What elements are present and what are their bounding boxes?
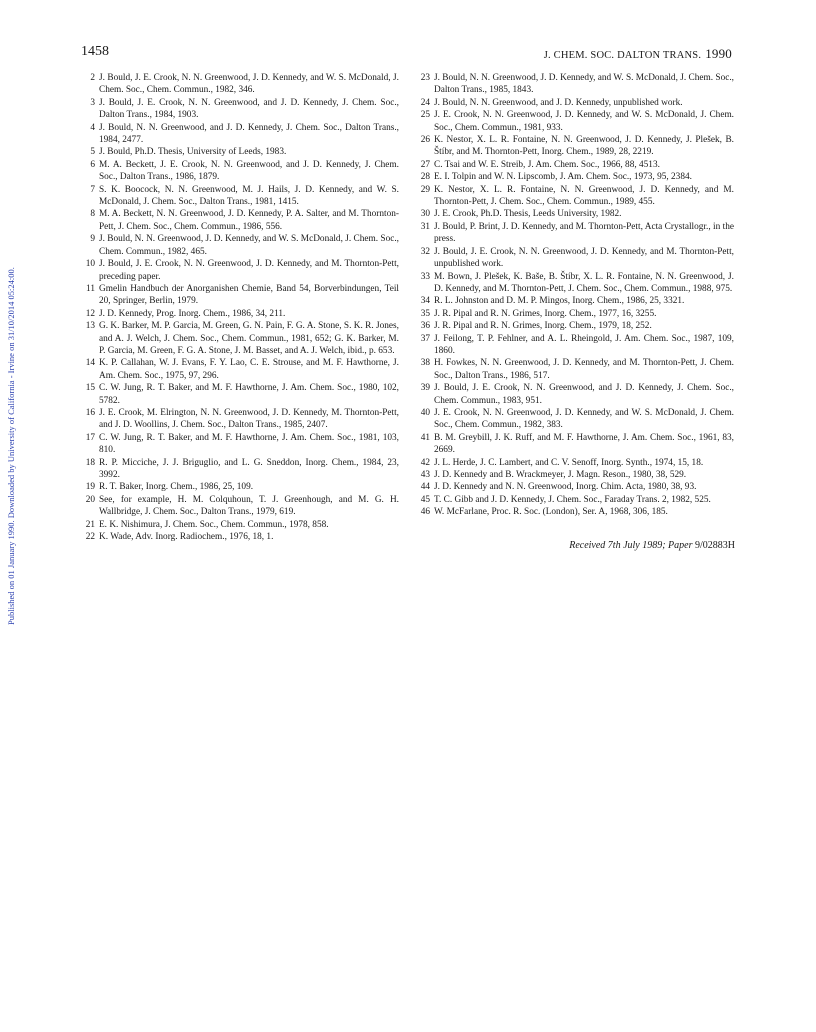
reference-number: 10 — [85, 259, 95, 270]
reference-entry — [81, 494, 399, 519]
reference-number: 2 — [90, 73, 95, 83]
reference-text: B. M. Greybill, J. K. Ruff, and M. F. Hawthorne, J. Am. Chem. Soc., 1961, 83, 2669. — [434, 432, 734, 456]
reference-text: K. P. Callahan, W. J. Evans, F. Y. Lao, C. E. Strouse, and M. F. Hawthorne, J. Am. Chem. Soc., 1975, 97, 296. — [99, 358, 399, 381]
reference-text: J. R. Pipal and R. N. Grimes, Inorg. Chem., 1979, 18, 252. — [434, 321, 652, 332]
reference-number: 15 — [85, 383, 95, 394]
reference-number: 8 — [90, 209, 95, 220]
reference-entry — [416, 407, 734, 432]
reference-text: J. D. Kennedy, Prog. Inorg. Chem., 1986, 34, 211. — [99, 308, 286, 319]
reference-entry — [81, 283, 399, 308]
reference-entry — [416, 308, 734, 320]
reference-entry — [416, 134, 734, 159]
reference-number: 25 — [420, 110, 430, 121]
reference-text: See, for example, H. M. Colquhoun, T. J. Greenhough, and M. G. H. Wallbridge, J. Chem. Soc., Dalton Trans., 1979, 619. — [99, 494, 399, 518]
reference-number: 4 — [90, 122, 95, 133]
reference-entry — [81, 146, 399, 158]
reference-entry — [81, 308, 399, 320]
reference-text: J. Bould, N. N. Greenwood, J. D. Kennedy, and W. S. McDonald, J. Chem. Soc., Dalton Trans., 1985, 1843. — [434, 73, 734, 96]
received-text: Received 7th July 1989; Paper — [569, 540, 693, 551]
reference-entry — [416, 333, 734, 358]
reference-number: 23 — [420, 73, 430, 83]
reference-text: J. Bould, N. N. Greenwood, J. D. Kennedy, and W. S. McDonald, J. Chem. Soc., Chem. Commun., 1982, 465. — [99, 234, 399, 257]
received-line — [569, 540, 735, 551]
journal-year: 1990 — [705, 46, 732, 61]
reference-number: 41 — [420, 432, 430, 443]
reference-entry — [416, 457, 734, 469]
reference-number: 38 — [420, 358, 430, 369]
reference-text: J. Bould, Ph.D. Thesis, University of Leeds, 1983. — [99, 147, 287, 158]
reference-number: 30 — [420, 209, 430, 220]
reference-text: K. Nestor, X. L. R. Fontaine, N. N. Greenwood, J. D. Kennedy, J. Plešek, B. Štíbr, and M. Thornton-Pett, Inorg. Chem., 1989, 28, 2219. — [434, 135, 734, 158]
reference-entry — [81, 407, 399, 432]
reference-number: 29 — [420, 184, 430, 195]
reference-text: R. T. Baker, Inorg. Chem., 1986, 25, 109. — [99, 482, 254, 493]
reference-text: M. A. Beckett, N. N. Greenwood, J. D. Kennedy, P. A. Salter, and M. Thornton-Pett, J. Chem. Soc., Chem. Commun., 1986, 556. — [99, 209, 399, 232]
reference-number: 35 — [420, 308, 430, 319]
reference-number: 32 — [420, 246, 430, 257]
reference-number: 18 — [85, 457, 95, 468]
reference-number: 13 — [85, 321, 95, 332]
reference-entry — [416, 72, 734, 97]
paper-code: 9/02883H — [695, 540, 735, 551]
reference-number: 45 — [420, 494, 430, 505]
reference-text: J. D. Kennedy and B. Wrackmeyer, J. Magn. Reson., 1980, 38, 529. — [434, 470, 687, 480]
reference-text: J. E. Crook, Ph.D. Thesis, Leeds University, 1982. — [434, 209, 622, 220]
reference-number: 16 — [85, 407, 95, 418]
reference-number: 17 — [85, 432, 95, 443]
reference-text: S. K. Boocock, N. N. Greenwood, M. J. Hails, J. D. Kennedy, and W. S. McDonald, J. Chem. Soc., Dalton Trans., 1981, 1415. — [99, 184, 399, 208]
reference-entry — [81, 481, 399, 493]
reference-entry — [81, 357, 399, 382]
reference-entry — [81, 97, 399, 122]
reference-text: W. McFarlane, Proc. R. Soc. (London), Ser. A, 1968, 306, 185. — [434, 507, 668, 518]
reference-text: C. Tsai and W. E. Streib, J. Am. Chem. Soc., 1966, 88, 4513. — [434, 159, 660, 170]
reference-text: J. Bould, J. E. Crook, N. N. Greenwood, and J. D. Kennedy, J. Chem. Soc., Chem. Commun., 1983, 951. — [434, 383, 734, 406]
reference-entry — [81, 382, 399, 407]
reference-entry — [416, 506, 734, 518]
reference-number: 28 — [420, 172, 430, 183]
reference-entry — [81, 519, 399, 531]
reference-entry — [416, 494, 734, 506]
reference-entry — [416, 184, 734, 209]
reference-text: K. Wade, Adv. Inorg. Radiochem., 1976, 18, 1. — [99, 532, 274, 543]
reference-text: J. D. Kennedy and N. N. Greenwood, Inorg. Chim. Acta, 1980, 38, 93. — [434, 482, 697, 493]
reference-text: E. K. Nishimura, J. Chem. Soc., Chem. Commun., 1978, 858. — [99, 519, 329, 530]
reference-entry — [416, 481, 734, 493]
reference-text: C. W. Jung, R. T. Baker, and M. F. Hawthorne, J. Am. Chem. Soc., 1980, 102, 5782. — [99, 383, 399, 406]
reference-text: J. Bould, J. E. Crook, N. N. Greenwood, and J. D. Kennedy, J. Chem. Soc., Dalton Trans., 1984, 1903. — [99, 97, 399, 121]
reference-entry — [81, 184, 399, 209]
reference-text: K. Nestor, X. L. R. Fontaine, N. N. Greenwood, J. D. Kennedy, and M. Thornton-Pett, J. Chem. Soc., Chem. Commun., 1989, 455. — [434, 184, 734, 208]
reference-number: 5 — [90, 147, 95, 158]
reference-number: 14 — [85, 358, 95, 369]
reference-entry — [416, 109, 734, 134]
page-number: 1458 — [81, 44, 109, 59]
reference-text: T. C. Gibb and J. D. Kennedy, J. Chem. Soc., Faraday Trans. 2, 1982, 525. — [434, 494, 711, 505]
reference-entry — [81, 258, 399, 283]
reference-text: M. Bown, J. Plešek, K. Baše, B. Štíbr, X. L. R. Fontaine, N. N. Greenwood, J. D. Kennedy, and M. Thornton-Pett, J. Chem. Soc., Chem. Commun., 1988, 975. — [434, 271, 734, 294]
reference-text: J. E. Crook, M. Elrington, N. N. Greenwood, J. D. Kennedy, M. Thornton-Pett, and J. D. Woollins, J. Chem. Soc., Dalton Trans., 1985, 2407. — [99, 407, 399, 431]
reference-text: J. Bould, J. E. Crook, N. N. Greenwood, J. D. Kennedy, and W. S. McDonald, J. Chem. Soc., Chem. Commun., 1982, 346. — [99, 73, 399, 96]
reference-number: 40 — [420, 407, 430, 418]
reference-number: 9 — [90, 234, 95, 245]
reference-entry — [416, 382, 734, 407]
reference-entry — [81, 432, 399, 457]
reference-text: J. Bould, P. Brint, J. D. Kennedy, and M. Thornton-Pett, Acta Crystallogr., in the press. — [434, 221, 734, 245]
reference-number: 12 — [85, 308, 95, 319]
reference-number: 42 — [420, 457, 430, 468]
reference-text: H. Fowkes, N. N. Greenwood, J. D. Kennedy, and M. Thornton-Pett, J. Chem. Soc., Dalton Trans., 1986, 517. — [434, 358, 734, 381]
reference-number: 37 — [420, 333, 430, 344]
reference-text: R. L. Johnston and D. M. P. Mingos, Inorg. Chem., 1986, 25, 3321. — [434, 296, 685, 307]
reference-text: G. K. Barker, M. P. Garcia, M. Green, G. N. Pain, F. G. A. Stone, S. K. R. Jones, and A. J. Welch, J. Chem. Soc., Chem. Commun., 1981, 652; G. K. Barker, M. P. Garcia, M. Green, F. G. A. Stone, J. M. Basset, and A. J. Welch, ibid., p. 653. — [99, 321, 399, 356]
reference-entry — [81, 531, 399, 543]
reference-text: J. Bould, N. N. Greenwood, and J. D. Kennedy, unpublished work. — [434, 97, 683, 108]
download-notice[interactable]: Published on 01 January 1990. Downloaded by University of California - Irvine on 31/10/2014 05:24:00. — [6, 267, 16, 625]
reference-entry — [81, 159, 399, 184]
reference-text: J. L. Herde, J. C. Lambert, and C. V. Senoff, Inorg. Synth., 1974, 15, 18. — [434, 457, 704, 468]
reference-entry — [416, 295, 734, 307]
reference-entry — [81, 72, 399, 97]
reference-number: 24 — [420, 97, 430, 108]
reference-entry — [81, 208, 399, 233]
reference-entry — [81, 122, 399, 147]
reference-number: 27 — [420, 159, 430, 170]
reference-text: J. R. Pipal and R. N. Grimes, Inorg. Chem., 1977, 16, 3255. — [434, 308, 657, 319]
reference-text: J. E. Crook, N. N. Greenwood, J. D. Kennedy, and W. S. McDonald, J. Chem. Soc., Chem. Commun., 1982, 383. — [434, 407, 734, 431]
reference-text: J. Feilong, T. P. Fehlner, and A. L. Rheingold, J. Am. Chem. Soc., 1987, 109, 1860. — [434, 333, 734, 356]
references-right-column — [416, 72, 734, 519]
reference-number: 11 — [86, 283, 95, 294]
reference-entry — [416, 469, 734, 481]
reference-entry — [416, 271, 734, 296]
reference-entry — [81, 233, 399, 258]
reference-entry — [416, 432, 734, 457]
reference-number: 33 — [420, 271, 430, 282]
reference-text: J. Bould, J. E. Crook, N. N. Greenwood, J. D. Kennedy, and M. Thornton-Pett, preceding paper. — [99, 259, 399, 282]
reference-entry — [416, 171, 734, 183]
reference-text: R. P. Micciche, J. J. Briguglio, and L. G. Sneddon, Inorg. Chem., 1984, 23, 3992. — [99, 457, 399, 480]
reference-number: 39 — [420, 383, 430, 394]
reference-entry — [416, 97, 734, 109]
reference-number: 43 — [420, 470, 430, 480]
reference-entry — [416, 221, 734, 246]
reference-number: 6 — [90, 159, 95, 170]
references-left-column — [81, 72, 399, 543]
reference-number: 20 — [85, 494, 95, 505]
reference-text: M. A. Beckett, J. E. Crook, N. N. Greenwood, and J. D. Kennedy, J. Chem. Soc., Dalton Trans., 1986, 1879. — [99, 159, 399, 183]
reference-number: 21 — [85, 519, 95, 530]
reference-number: 46 — [420, 507, 430, 518]
reference-number: 34 — [420, 296, 430, 307]
reference-number: 31 — [420, 221, 430, 232]
reference-number: 22 — [85, 532, 95, 543]
reference-number: 7 — [90, 184, 95, 195]
reference-text: C. W. Jung, R. T. Baker, and M. F. Hawthorne, J. Am. Chem. Soc., 1981, 103, 810. — [99, 432, 399, 456]
reference-number: 36 — [420, 321, 430, 332]
reference-entry — [416, 208, 734, 220]
reference-text: J. Bould, N. N. Greenwood, and J. D. Kennedy, J. Chem. Soc., Dalton Trans., 1984, 2477. — [99, 122, 399, 146]
reference-text: Gmelin Handbuch der Anorganishen Chemie, Band 54, Borverbindungen, Teil 20, Springer, Berlin, 1979. — [99, 283, 399, 307]
journal-header — [544, 46, 732, 62]
journal-title: J. CHEM. SOC. DALTON TRANS. — [543, 50, 702, 61]
reference-number: 3 — [90, 97, 95, 108]
reference-entry — [416, 320, 734, 332]
reference-text: J. Bould, J. E. Crook, N. N. Greenwood, J. D. Kennedy, and M. Thornton-Pett, unpublished work. — [434, 246, 734, 270]
reference-text: E. I. Tolpin and W. N. Lipscomb, J. Am. Chem. Soc., 1973, 95, 2384. — [434, 172, 692, 183]
reference-entry — [81, 457, 399, 482]
reference-text: J. E. Crook, N. N. Greenwood, J. D. Kennedy, and W. S. McDonald, J. Chem. Soc., Chem. Commun., 1981, 933. — [434, 110, 734, 133]
reference-entry — [416, 357, 734, 382]
reference-entry — [416, 246, 734, 271]
reference-number: 26 — [420, 135, 430, 146]
reference-number: 44 — [420, 482, 430, 493]
reference-entry — [81, 320, 399, 357]
reference-number: 19 — [85, 482, 95, 493]
reference-entry — [416, 159, 734, 171]
